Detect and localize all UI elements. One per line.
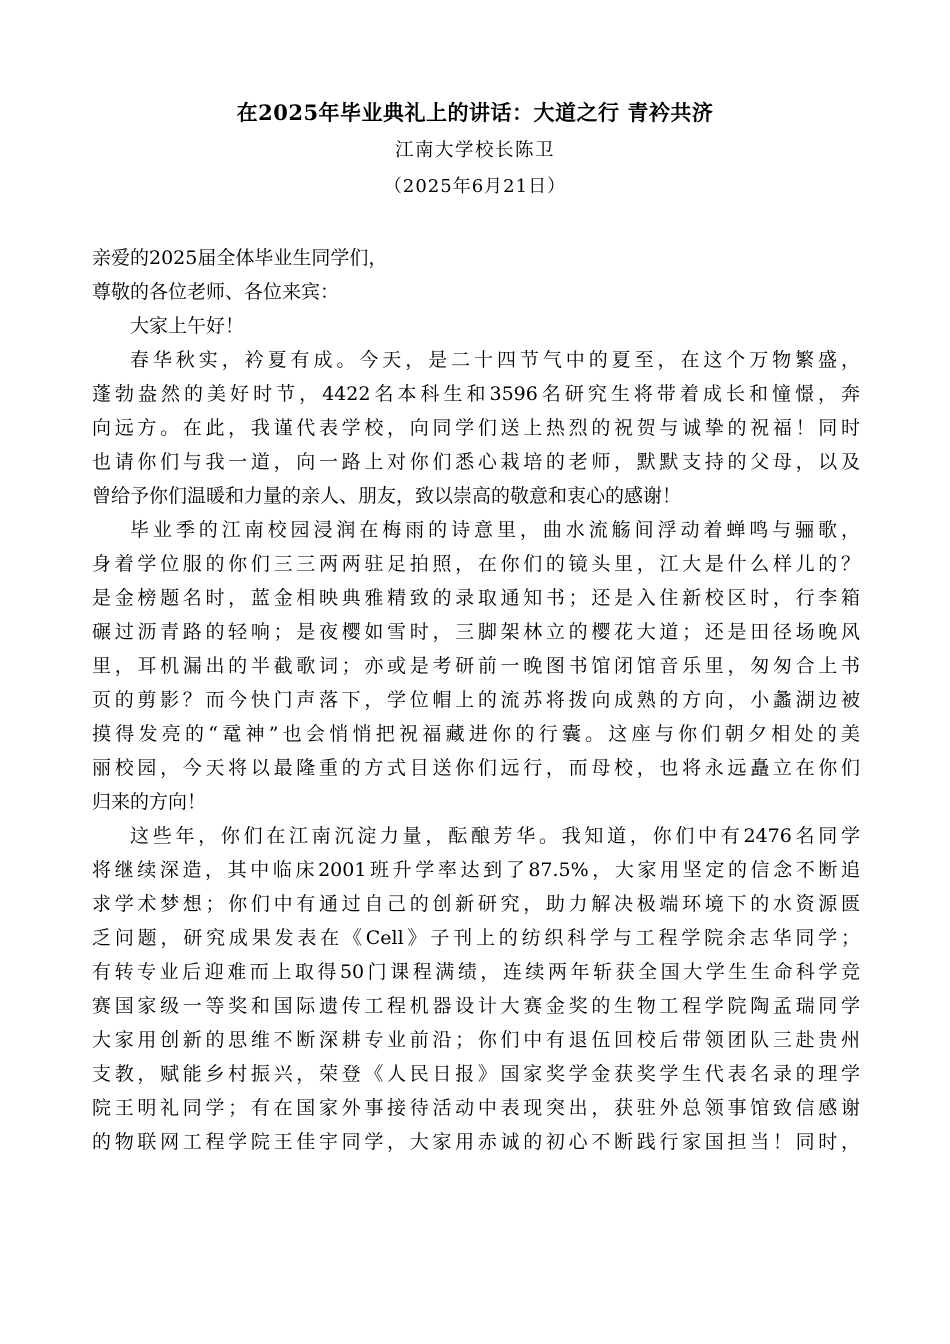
- paragraph-line: 摸得发亮的“鼋神”也会悄悄把祝福藏进你的行囊。这座与你们朝夕相处的美: [92, 723, 860, 745]
- document-date: （2025年6月21日）: [383, 176, 567, 197]
- greeting-line: 大家上午好！: [130, 315, 245, 337]
- paragraph-line: 身着学位服的你们三三两两驻足拍照，在你们的镜头里，江大是什么样儿的？: [92, 553, 860, 575]
- paragraph-line: 蓬勃盎然的美好时节，4422名本科生和3596名研究生将带着成长和憧憬，奔: [92, 383, 860, 405]
- paragraph-line: 求学术梦想；你们中有通过自己的创新研究，助力解决极端环境下的水资源匮: [92, 893, 860, 915]
- speech-body: [92, 241, 860, 1159]
- paragraph-line: 曾给予你们温暖和力量的亲人、朋友，致以崇高的敬意和衷心的感谢！: [92, 485, 682, 507]
- paragraph-line: 里，耳机漏出的半截歌词；亦或是考研前一晚图书馆闭馆音乐里，匆匆合上书: [92, 655, 860, 677]
- paragraph-line: 丽校园，今天将以最隆重的方式目送你们远行，而母校，也将永远矗立在你们: [92, 757, 860, 779]
- paragraph: [92, 819, 860, 1159]
- paragraph-line: 是金榜题名时，蓝金相映典雅精致的录取通知书；还是入住新校区时，行李箱: [92, 587, 860, 609]
- document-author: 江南大学校长陈卫: [394, 140, 555, 161]
- paragraph-line: 将继续深造，其中临床2001班升学率达到了87.5%，大家用坚定的信念不断追: [92, 859, 860, 881]
- salutation-line: 亲爱的2025届全体毕业生同学们，: [92, 247, 388, 269]
- paragraph-line: 大家用创新的思维不断深耕专业前沿；你们中有退伍回校后带领团队三赴贵州: [92, 1029, 860, 1051]
- paragraph: [92, 513, 860, 819]
- document-title: 在2025年毕业典礼上的讲话：大道之行 青衿共济: [236, 100, 714, 125]
- paragraph-line: 春华秋实，衿夏有成。今天，是二十四节气中的夏至，在这个万物繁盛，: [130, 349, 860, 371]
- paragraph-line: 归来的方向！: [92, 791, 207, 813]
- paragraph-line: 支教，赋能乡村振兴，荣登《人民日报》国家奖学金获奖学生代表名录的理学: [92, 1063, 860, 1085]
- salutation-line: 尊敬的各位老师、各位来宾：: [92, 281, 340, 303]
- paragraph-line: 院王明礼同学；有在国家外事接待活动中表现突出，获驻外总领事馆致信感谢: [92, 1097, 860, 1119]
- paragraph-line: 乏问题，研究成果发表在《Cell》子刊上的纺织科学与工程学院余志华同学；: [92, 927, 860, 949]
- paragraph-line: 的物联网工程学院王佳宇同学，大家用赤诚的初心不断践行家国担当！同时，: [92, 1131, 860, 1153]
- paragraph-line: 这些年，你们在江南沉淀力量，酝酿芳华。我知道，你们中有2476名同学: [130, 825, 860, 847]
- paragraph-line: 毕业季的江南校园浸润在梅雨的诗意里，曲水流觞间浮动着蝉鸣与骊歌，: [130, 519, 860, 541]
- paragraph-line: 有转专业后迎难而上取得50门课程满绩，连续两年斩获全国大学生生命科学竞: [92, 961, 860, 983]
- paragraph-line: 也请你们与我一道，向一路上对你们悉心栽培的老师，默默支持的父母，以及: [92, 451, 860, 473]
- paragraph-line: 向远方。在此，我谨代表学校，向同学们送上热烈的祝贺与诚挚的祝福！同时: [92, 417, 860, 439]
- paragraph: [92, 343, 860, 513]
- paragraph-line: 碾过沥青路的轻响；是夜樱如雪时，三脚架林立的樱花大道；还是田径场晚风: [92, 621, 860, 643]
- paragraph-line: 赛国家级一等奖和国际遗传工程机器设计大赛金奖的生物工程学院陶孟瑞同学: [92, 995, 860, 1017]
- paragraph-line: 页的剪影？而今快门声落下，学位帽上的流苏将拨向成熟的方向，小蠡湖边被: [92, 689, 860, 711]
